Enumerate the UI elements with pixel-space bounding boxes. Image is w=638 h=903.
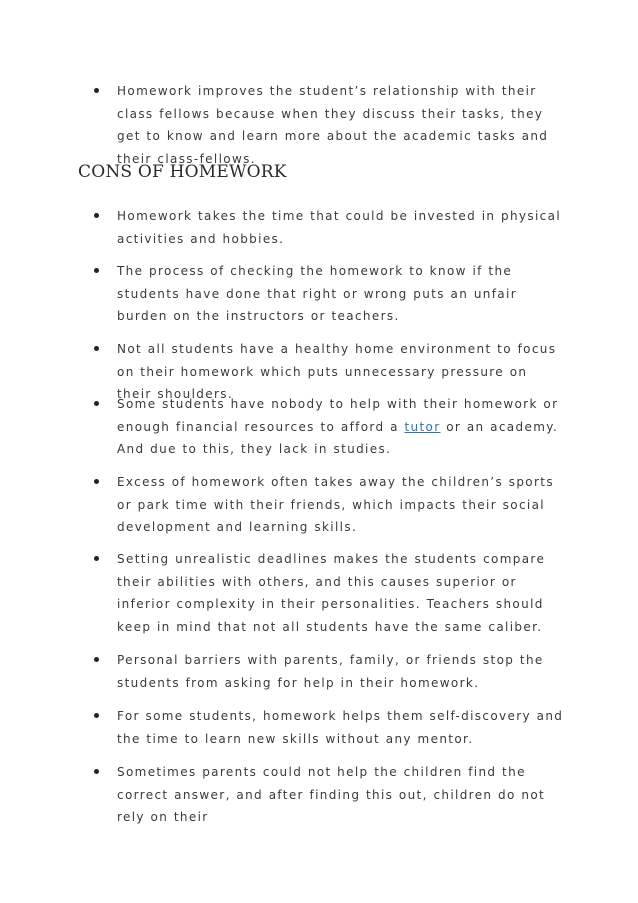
list-item xyxy=(0,80,567,170)
section-heading: CONS OF HOMEWORK xyxy=(78,162,287,182)
intro-list xyxy=(0,80,567,170)
bullet-icon xyxy=(94,657,99,662)
bullet-text: The process of checking the homework to know if the students have done that right or wrong puts an unfair burden on the instructors or teachers. xyxy=(117,264,517,324)
list-item xyxy=(0,761,567,829)
list-item xyxy=(0,471,567,539)
bullet-icon xyxy=(94,346,99,351)
list-item xyxy=(0,260,567,328)
tutor-link[interactable]: tutor xyxy=(404,419,441,434)
bullet-text: Some students have nobody to help with their homework or enough financial resources to afford a tutor or an academy. And due to this, they lack in studies. xyxy=(117,397,559,457)
list-item xyxy=(0,705,567,750)
bullet-text: Excess of homework often takes away the children’s sports or park time with their friends, which impacts their social development and learning skills. xyxy=(117,475,554,535)
bullet-text: Homework takes the time that could be invested in physical activities and hobbies. xyxy=(117,209,562,246)
bullet-icon xyxy=(94,213,99,218)
bullet-icon xyxy=(94,769,99,774)
bullet-icon xyxy=(94,268,99,273)
bullet-icon xyxy=(94,401,99,406)
bullet-icon xyxy=(94,88,99,93)
bullet-icon xyxy=(94,479,99,484)
bullet-text: Not all students have a healthy home environment to focus on their homework which puts unnecessary pressure on their shoulders. xyxy=(117,342,557,402)
bullet-text: Homework improves the student’s relationship with their class fellows because when they discuss their tasks, they get to know and learn more about the academic tasks and their class-fellows. xyxy=(117,84,549,166)
list-item xyxy=(0,548,567,638)
bullet-text: Setting unrealistic deadlines makes the students compare their abilities with others, and this causes superior or inferior complexity in their personalities. Teachers should keep in mind that not all students have the same caliber. xyxy=(117,552,546,634)
bullet-icon xyxy=(94,713,99,718)
list-item xyxy=(0,205,567,250)
bullet-text: For some students, homework helps them self-discovery and the time to learn new skills without any mentor. xyxy=(117,709,564,746)
bullet-text: Sometimes parents could not help the children find the correct answer, and after finding this out, children do not rely on their xyxy=(117,765,546,825)
bullet-text: Personal barriers with parents, family, or friends stop the students from asking for help in their homework. xyxy=(117,653,544,690)
list-item xyxy=(0,393,567,461)
list-item xyxy=(0,649,567,694)
bullet-icon xyxy=(94,556,99,561)
